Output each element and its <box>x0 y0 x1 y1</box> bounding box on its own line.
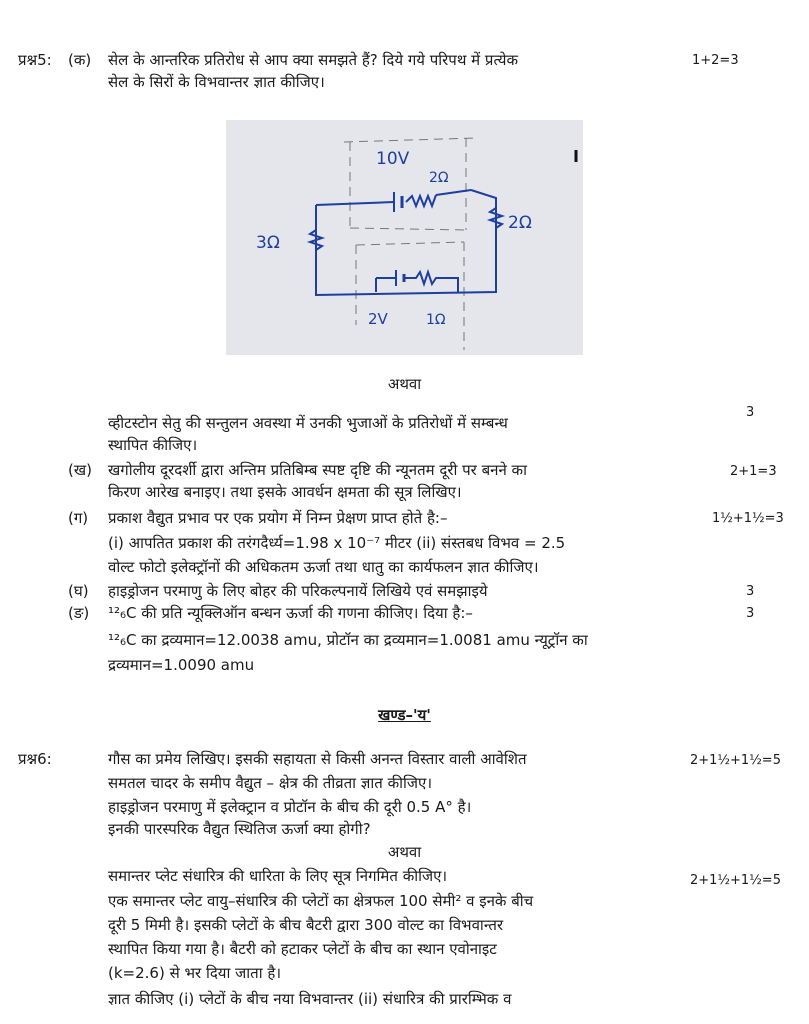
q6-line1: गौस का प्रमेय लिखिए। इसकी सहायता से किसी अनन्त विस्तार वाली आवेशित <box>108 750 527 768</box>
label-r-left: 3Ω <box>256 233 280 253</box>
q5-kha-marks: 2+1=3 <box>730 464 777 479</box>
q6-marks-1: 2+1½+1½=5 <box>690 753 781 768</box>
q5-label: प्रश्न5: <box>18 51 52 69</box>
q6-or: अथवा <box>387 843 422 861</box>
q6-alt4: स्थापित किया गया है। बैटरी को हटाकर प्लेटों के बीच का स्थान एवोनाइट <box>108 940 497 958</box>
q5-ka-line1: सेल के आन्तरिक प्रतिरोध से आप क्या समझते हैं? दिये गये परिपथ में प्रत्येक <box>108 51 519 69</box>
q5-da-line2: ¹²₆C का द्रव्यमान=12.0038 amu, प्रोटॉन का द्रव्यमान=1.0081 amu न्यूट्रॉन का <box>108 631 588 649</box>
q6-line4: इनकी पारस्परिक वैद्युत स्थितिज ऊर्जा क्या होगी? <box>108 820 371 838</box>
q6-line3: हाइड्रोजन परमाणु में इलेक्ट्रान व प्रोटॉन के बीच की दूरी 0.5 A° है। <box>108 798 472 816</box>
section-heading: खण्ड–'य' <box>378 706 431 724</box>
q5-sub-ka-label: (क) <box>68 51 92 69</box>
q6-label: प्रश्न6: <box>18 750 52 768</box>
label-r-bottom: 1Ω <box>426 312 446 328</box>
q5-ka-line2: सेल के सिरों के विभवान्तर ज्ञात कीजिए। <box>108 73 325 91</box>
q5-alt-marks: 3 <box>746 405 755 420</box>
label-emf-top: 10V <box>376 149 410 169</box>
q5-da-marks: 3 <box>746 606 755 621</box>
q5-gha-label: (घ) <box>68 582 89 600</box>
q5-ga-line1: प्रकाश वैद्युत प्रभाव पर एक प्रयोग में निम्न प्रेक्षण प्राप्त होते है:– <box>108 509 448 527</box>
q6-alt6: ज्ञात कीजिए (i) प्लेटों के बीच नया विभवान्तर (ii) संधारित्र की प्रारम्भिक व <box>108 990 512 1008</box>
q5-ga-marks: 1½+1½=3 <box>712 511 784 526</box>
label-r-top: 2Ω <box>429 170 449 186</box>
q5-kha-line1: खगोलीय दूरदर्शी द्वारा अन्तिम प्रतिबिम्ब स्पष्ट दृष्टि की न्यूनतम दूरी पर बनने का <box>108 461 527 479</box>
q5-ga-line2: (i) आपतित प्रकाश की तरंगदैर्ध्य=1.98 x 10⁻⁷ मीटर (ii) संस्तबध विभव = 2.5 <box>108 534 566 552</box>
q5-ga-line3: वोल्ट फोटो इलेक्ट्रॉनों की अधिकतम ऊर्जा तथा धातु का कार्यफलन ज्ञात कीजिए। <box>108 558 539 576</box>
q6-alt5: (k=2.6) से भर दिया जाता है। <box>108 964 282 982</box>
q5-gha-line1: हाइड्रोजन परमाणु के लिए बोहर की परिकल्पनायें लिखिये एवं समझाइये <box>108 582 488 600</box>
q5-gha-marks: 3 <box>746 584 755 599</box>
q6-marks-2: 2+1½+1½=5 <box>690 873 781 888</box>
q5-ga-label: (ग) <box>68 509 89 527</box>
q5-alt-line1: व्हीटस्टोन सेतु की सन्तुलन अवस्था में उनकी भुजाओं के प्रतिरोधों में सम्बन्ध <box>108 414 508 432</box>
q5-kha-label: (ख) <box>68 461 92 479</box>
q6-alt1: समान्तर प्लेट संधारित्र की धारिता के लिए सूत्र निगमित कीजिए। <box>108 867 448 885</box>
q5-da-label: (ङ) <box>68 604 90 622</box>
q6-alt2: एक समान्तर प्लेट वायु–संधारित्र की प्लेटों का क्षेत्रफल 100 सेमी² व इनके बीच <box>108 892 534 910</box>
q5-ka-marks: 1+2=3 <box>692 53 739 68</box>
q5-da-line1: ¹²₆C की प्रति न्यूक्लिऑन बन्धन ऊर्जा की गणना कीजिए। दिया है:– <box>108 604 473 622</box>
q5-alt-line2: स्थापित कीजिए। <box>108 436 198 454</box>
q5-kha-line2: किरण आरेख बनाइए। तथा इसके आवर्धन क्षमता की सूत्र लिखिए। <box>108 483 462 501</box>
circuit-diagram <box>226 120 583 355</box>
q6-line2: समतल चादर के समीप वैद्युत – क्षेत्र की तीव्रता ज्ञात कीजिए। <box>108 774 432 792</box>
q6-alt3: दूरी 5 मिमी है। इसकी प्लेटों के बीच बैटरी द्वारा 300 वोल्ट का विभवान्तर <box>108 916 504 934</box>
label-r-right: 2Ω <box>508 213 532 233</box>
label-emf-bottom: 2V <box>368 310 388 328</box>
q5-or-1: अथवा <box>387 375 422 393</box>
q5-da-line3: द्रव्यमान=1.0090 amu <box>108 656 255 674</box>
